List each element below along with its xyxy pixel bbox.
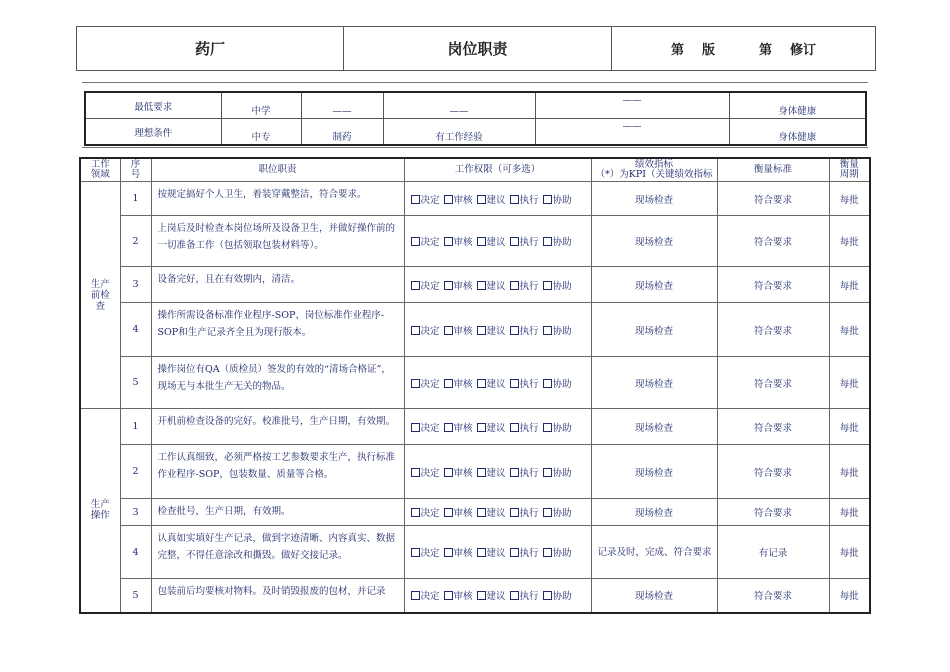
checkbox-icon[interactable] xyxy=(510,591,519,600)
authority-option[interactable] xyxy=(444,326,473,337)
duty-description: 操作所需设备标准作业程序-SOP、岗位标准作业程序-SOP和生产记录齐全且为现行版本。 xyxy=(151,303,404,357)
authority-option[interactable] xyxy=(411,468,440,479)
duty-description: 包装前后均要核对物料。及时销毁报废的包材，并记录 xyxy=(151,579,404,613)
period-value: 每批 xyxy=(829,182,870,216)
authority-option[interactable] xyxy=(543,591,572,602)
authority-options xyxy=(404,216,591,267)
divider-line xyxy=(82,147,868,148)
authority-option[interactable] xyxy=(543,548,572,559)
requirement-health: 身体健康 xyxy=(729,119,866,146)
kpi-value: 现场检查 xyxy=(591,409,717,445)
table-row xyxy=(80,303,870,357)
table-row xyxy=(80,216,870,267)
checkbox-icon[interactable] xyxy=(411,379,420,388)
requirements-table xyxy=(84,91,867,146)
authority-option-label: 执行 xyxy=(519,237,539,248)
authority-option[interactable] xyxy=(411,548,440,559)
header-kpi: 绩效指标 （*）为KPI（关键绩效指标 xyxy=(591,158,717,182)
row-number: 3 xyxy=(120,267,151,303)
checkbox-icon[interactable] xyxy=(444,237,453,246)
requirement-major: —— xyxy=(301,92,383,119)
checkbox-icon[interactable] xyxy=(477,508,486,517)
row-number: 4 xyxy=(120,526,151,579)
authority-option-label: 审核 xyxy=(453,237,473,248)
authority-option-label: 建议 xyxy=(486,467,506,479)
authority-option[interactable] xyxy=(477,195,506,206)
authority-option[interactable] xyxy=(411,379,440,390)
duty-description: 开机前检查设备的完好。校准批号，生产日期，有效期。 xyxy=(151,409,404,445)
standard-value: 符合要求 xyxy=(717,499,829,526)
authority-option[interactable] xyxy=(444,548,473,559)
checkbox-icon[interactable] xyxy=(543,326,552,335)
authority-option-label: 协助 xyxy=(552,508,572,519)
authority-option-label: 建议 xyxy=(486,194,506,206)
standard-value: 符合要求 xyxy=(717,409,829,445)
checkbox-icon[interactable] xyxy=(411,508,420,517)
duty-description: 工作认真细致，必须严格按工艺参数要求生产，执行标准作业程序-SOP，包装数量、质量等合格。 xyxy=(151,445,404,499)
row-number: 5 xyxy=(120,357,151,409)
table-row xyxy=(80,357,870,409)
authority-option[interactable] xyxy=(477,281,506,292)
checkbox-icon[interactable] xyxy=(510,195,519,204)
requirement-major: 制药 xyxy=(301,119,383,146)
requirement-experience: 有工作经验 xyxy=(383,119,535,146)
duty-description: 检查批号，生产日期，有效期。 xyxy=(151,499,404,526)
checkbox-icon[interactable] xyxy=(444,423,453,432)
authority-option[interactable] xyxy=(510,281,539,292)
checkbox-icon[interactable] xyxy=(411,326,420,335)
period-value: 每批 xyxy=(829,303,870,357)
checkbox-icon[interactable] xyxy=(444,591,453,600)
kpi-value: 现场检查 xyxy=(591,499,717,526)
row-number: 3 xyxy=(120,499,151,526)
authority-options xyxy=(404,409,591,445)
header-seq: 序号 xyxy=(120,158,151,182)
period-value: 每批 xyxy=(829,267,870,303)
table-row xyxy=(80,499,870,526)
duty-description: 操作岗位有QA（质检员）签发的有效的“清场合格证”，现场无与本批生产无关的物品。 xyxy=(151,357,404,409)
checkbox-icon[interactable] xyxy=(444,468,453,477)
authority-option-label: 建议 xyxy=(486,280,506,292)
period-value: 每批 xyxy=(829,409,870,445)
authority-options xyxy=(404,267,591,303)
header-standard: 衡量标准 xyxy=(717,158,829,182)
period-value: 每批 xyxy=(829,526,870,579)
authority-option[interactable] xyxy=(543,508,572,519)
checkbox-icon[interactable] xyxy=(444,508,453,517)
authority-option[interactable] xyxy=(543,281,572,292)
document-header xyxy=(76,26,876,71)
duty-description: 设备完好，且在有效期内，清洁。 xyxy=(151,267,404,303)
authority-option-label: 建议 xyxy=(486,591,506,603)
kpi-value: 现场检查 xyxy=(591,445,717,499)
authority-option-label: 决定 xyxy=(420,467,440,479)
duty-table-header xyxy=(80,158,870,182)
checkbox-icon[interactable] xyxy=(543,281,552,290)
authority-option-label: 建议 xyxy=(486,325,506,337)
authority-options xyxy=(404,526,591,579)
kpi-value: 现场检查 xyxy=(591,216,717,267)
table-row xyxy=(80,267,870,303)
authority-option[interactable] xyxy=(510,423,539,434)
checkbox-icon[interactable] xyxy=(477,591,486,600)
authority-options xyxy=(404,182,591,216)
checkbox-icon[interactable] xyxy=(411,423,420,432)
authority-option-label: 协助 xyxy=(552,548,572,559)
requirement-other: —— xyxy=(535,92,729,119)
checkbox-icon[interactable] xyxy=(444,281,453,290)
edition-unit: 版 xyxy=(701,43,715,58)
authority-option[interactable] xyxy=(543,326,572,337)
duty-table xyxy=(79,157,871,614)
row-number: 2 xyxy=(120,445,151,499)
authority-option[interactable] xyxy=(510,468,539,479)
authority-option-label: 建议 xyxy=(486,508,506,519)
checkbox-icon[interactable] xyxy=(411,468,420,477)
authority-option[interactable] xyxy=(444,379,473,390)
authority-option-label: 执行 xyxy=(519,508,539,519)
authority-option-label: 执行 xyxy=(519,378,539,390)
authority-option-label: 建议 xyxy=(486,237,506,248)
authority-option-label: 决定 xyxy=(420,325,440,337)
standard-value: 有记录 xyxy=(717,526,829,579)
authority-option[interactable] xyxy=(510,508,539,519)
standard-value: 符合要求 xyxy=(717,579,829,613)
document-title: 岗位职责 xyxy=(344,27,612,70)
requirement-label: 最低要求 xyxy=(85,92,221,119)
checkbox-icon[interactable] xyxy=(510,326,519,335)
checkbox-icon[interactable] xyxy=(510,379,519,388)
kpi-value: 现场检查 xyxy=(591,579,717,613)
table-row xyxy=(80,579,870,613)
requirement-row xyxy=(85,92,866,119)
authority-option-label: 决定 xyxy=(420,194,440,206)
checkbox-icon[interactable] xyxy=(411,237,420,246)
header-authority: 工作权限（可多选） xyxy=(404,158,591,182)
authority-option-label: 决定 xyxy=(420,237,440,248)
authority-option-label: 协助 xyxy=(552,467,572,479)
checkbox-icon[interactable] xyxy=(477,423,486,432)
requirement-experience: —— xyxy=(383,92,535,119)
requirement-education: 中专 xyxy=(221,119,301,146)
authority-option[interactable] xyxy=(411,237,440,248)
checkbox-icon[interactable] xyxy=(411,548,420,557)
authority-option[interactable] xyxy=(510,237,539,248)
authority-option[interactable] xyxy=(477,237,506,248)
row-number: 1 xyxy=(120,409,151,445)
checkbox-icon[interactable] xyxy=(444,326,453,335)
authority-option[interactable] xyxy=(477,326,506,337)
authority-option-label: 决定 xyxy=(420,548,440,559)
authority-option-label: 审核 xyxy=(453,325,473,337)
company-name: 药厂 xyxy=(77,27,344,70)
table-row xyxy=(80,526,870,579)
kpi-value: 现场检查 xyxy=(591,357,717,409)
authority-option[interactable] xyxy=(444,591,473,602)
authority-option[interactable] xyxy=(444,281,473,292)
checkbox-icon[interactable] xyxy=(543,237,552,246)
requirement-health: 身体健康 xyxy=(729,92,866,119)
kpi-value: 现场检查 xyxy=(591,182,717,216)
authority-options xyxy=(404,303,591,357)
checkbox-icon[interactable] xyxy=(477,195,486,204)
authority-option[interactable] xyxy=(477,591,506,602)
work-area: 生产操作 xyxy=(80,409,120,613)
standard-value: 符合要求 xyxy=(717,445,829,499)
checkbox-icon[interactable] xyxy=(411,281,420,290)
requirement-label: 理想条件 xyxy=(85,119,221,146)
revision-unit: 修订 xyxy=(790,43,817,58)
checkbox-icon[interactable] xyxy=(510,237,519,246)
authority-options xyxy=(404,579,591,613)
authority-option-label: 审核 xyxy=(453,467,473,479)
authority-option[interactable] xyxy=(510,195,539,206)
authority-option-label: 执行 xyxy=(519,467,539,479)
authority-option[interactable] xyxy=(510,326,539,337)
authority-option[interactable] xyxy=(411,508,440,519)
row-number: 1 xyxy=(120,182,151,216)
table-row xyxy=(80,445,870,499)
authority-option[interactable] xyxy=(510,379,539,390)
authority-option-label: 决定 xyxy=(420,422,440,434)
authority-option-label: 协助 xyxy=(552,194,572,206)
authority-option[interactable] xyxy=(477,548,506,559)
checkbox-icon[interactable] xyxy=(411,195,420,204)
requirement-other: —— xyxy=(535,119,729,146)
edition-label: 第 xyxy=(670,43,684,58)
kpi-value: 记录及时，完成、符合要求 xyxy=(591,526,717,579)
requirement-education: 中学 xyxy=(221,92,301,119)
authority-option[interactable] xyxy=(411,423,440,434)
work-area: 生产前检查 xyxy=(80,182,120,409)
authority-options xyxy=(404,445,591,499)
checkbox-icon[interactable] xyxy=(444,548,453,557)
authority-option-label: 决定 xyxy=(420,280,440,292)
authority-option[interactable] xyxy=(411,281,440,292)
authority-option-label: 决定 xyxy=(420,508,440,519)
checkbox-icon[interactable] xyxy=(543,195,552,204)
authority-options xyxy=(404,357,591,409)
authority-option-label: 审核 xyxy=(453,548,473,559)
requirement-row xyxy=(85,119,866,146)
authority-option[interactable] xyxy=(477,508,506,519)
authority-option-label: 决定 xyxy=(420,591,440,603)
checkbox-icon[interactable] xyxy=(543,508,552,517)
header-area: 工作领域 xyxy=(80,158,120,182)
checkbox-icon[interactable] xyxy=(510,423,519,432)
authority-options xyxy=(404,499,591,526)
duty-description: 按规定搞好个人卫生，着装穿戴整洁，符合要求。 xyxy=(151,182,404,216)
checkbox-icon[interactable] xyxy=(411,591,420,600)
checkbox-icon[interactable] xyxy=(510,468,519,477)
checkbox-icon[interactable] xyxy=(477,237,486,246)
authority-option-label: 协助 xyxy=(552,422,572,434)
authority-option-label: 执行 xyxy=(519,280,539,292)
authority-option[interactable] xyxy=(444,237,473,248)
authority-option-label: 决定 xyxy=(420,378,440,390)
authority-option[interactable] xyxy=(543,237,572,248)
header-period: 衡量周期 xyxy=(829,158,870,182)
authority-option-label: 建议 xyxy=(486,548,506,559)
authority-option-label: 执行 xyxy=(519,325,539,337)
authority-option[interactable] xyxy=(411,195,440,206)
checkbox-icon[interactable] xyxy=(477,468,486,477)
authority-option[interactable] xyxy=(477,468,506,479)
header-duty: 职位职责 xyxy=(151,158,404,182)
authority-option-label: 建议 xyxy=(486,422,506,434)
standard-value: 符合要求 xyxy=(717,267,829,303)
checkbox-icon[interactable] xyxy=(477,379,486,388)
authority-option-label: 协助 xyxy=(552,237,572,248)
standard-value: 符合要求 xyxy=(717,182,829,216)
authority-option-label: 审核 xyxy=(453,591,473,603)
standard-value: 符合要求 xyxy=(717,216,829,267)
period-value: 每批 xyxy=(829,579,870,613)
checkbox-icon[interactable] xyxy=(510,508,519,517)
period-value: 每批 xyxy=(829,499,870,526)
checkbox-icon[interactable] xyxy=(543,468,552,477)
authority-option-label: 执行 xyxy=(519,194,539,206)
period-value: 每批 xyxy=(829,357,870,409)
authority-option-label: 建议 xyxy=(486,378,506,390)
checkbox-icon[interactable] xyxy=(543,591,552,600)
checkbox-icon[interactable] xyxy=(477,548,486,557)
authority-option[interactable] xyxy=(510,548,539,559)
authority-option[interactable] xyxy=(444,423,473,434)
authority-option-label: 审核 xyxy=(453,422,473,434)
period-value: 每批 xyxy=(829,445,870,499)
checkbox-icon[interactable] xyxy=(510,281,519,290)
row-number: 5 xyxy=(120,579,151,613)
authority-option[interactable] xyxy=(411,326,440,337)
authority-option-label: 协助 xyxy=(552,325,572,337)
authority-option[interactable] xyxy=(543,468,572,479)
revision-label: 第 xyxy=(759,43,773,58)
duty-description: 上岗后及时检查本岗位场所及设备卫生，并做好操作前的一切准备工作（包括领取包装材料等）。 xyxy=(151,216,404,267)
kpi-value: 现场检查 xyxy=(591,303,717,357)
authority-option[interactable] xyxy=(543,423,572,434)
checkbox-icon[interactable] xyxy=(477,281,486,290)
authority-option-label: 审核 xyxy=(453,508,473,519)
authority-option[interactable] xyxy=(411,591,440,602)
checkbox-icon[interactable] xyxy=(543,379,552,388)
authority-option[interactable] xyxy=(543,195,572,206)
authority-option-label: 执行 xyxy=(519,591,539,603)
checkbox-icon[interactable] xyxy=(444,195,453,204)
period-value: 每批 xyxy=(829,216,870,267)
authority-option[interactable] xyxy=(510,591,539,602)
duty-description: 认真如实填好生产记录，做到字迹清晰、内容真实、数据完整，不得任意涂改和撕毁。做好交接记录。 xyxy=(151,526,404,579)
authority-option[interactable] xyxy=(444,468,473,479)
table-row xyxy=(80,182,870,216)
authority-option[interactable] xyxy=(543,379,572,390)
authority-option-label: 审核 xyxy=(453,194,473,206)
row-number: 2 xyxy=(120,216,151,267)
divider-line xyxy=(82,82,868,83)
authority-option-label: 协助 xyxy=(552,378,572,390)
authority-option-label: 审核 xyxy=(453,378,473,390)
kpi-value: 现场检查 xyxy=(591,267,717,303)
table-row xyxy=(80,409,870,445)
checkbox-icon[interactable] xyxy=(543,423,552,432)
authority-option[interactable] xyxy=(477,423,506,434)
authority-option-label: 协助 xyxy=(552,280,572,292)
checkbox-icon[interactable] xyxy=(444,379,453,388)
edition-revision xyxy=(612,27,875,70)
authority-option-label: 执行 xyxy=(519,422,539,434)
authority-option[interactable] xyxy=(444,195,473,206)
standard-value: 符合要求 xyxy=(717,357,829,409)
authority-option-label: 审核 xyxy=(453,280,473,292)
row-number: 4 xyxy=(120,303,151,357)
checkbox-icon[interactable] xyxy=(477,326,486,335)
authority-option[interactable] xyxy=(444,508,473,519)
standard-value: 符合要求 xyxy=(717,303,829,357)
authority-option[interactable] xyxy=(477,379,506,390)
checkbox-icon[interactable] xyxy=(510,548,519,557)
authority-option-label: 执行 xyxy=(519,548,539,559)
checkbox-icon[interactable] xyxy=(543,548,552,557)
authority-option-label: 协助 xyxy=(552,591,572,603)
